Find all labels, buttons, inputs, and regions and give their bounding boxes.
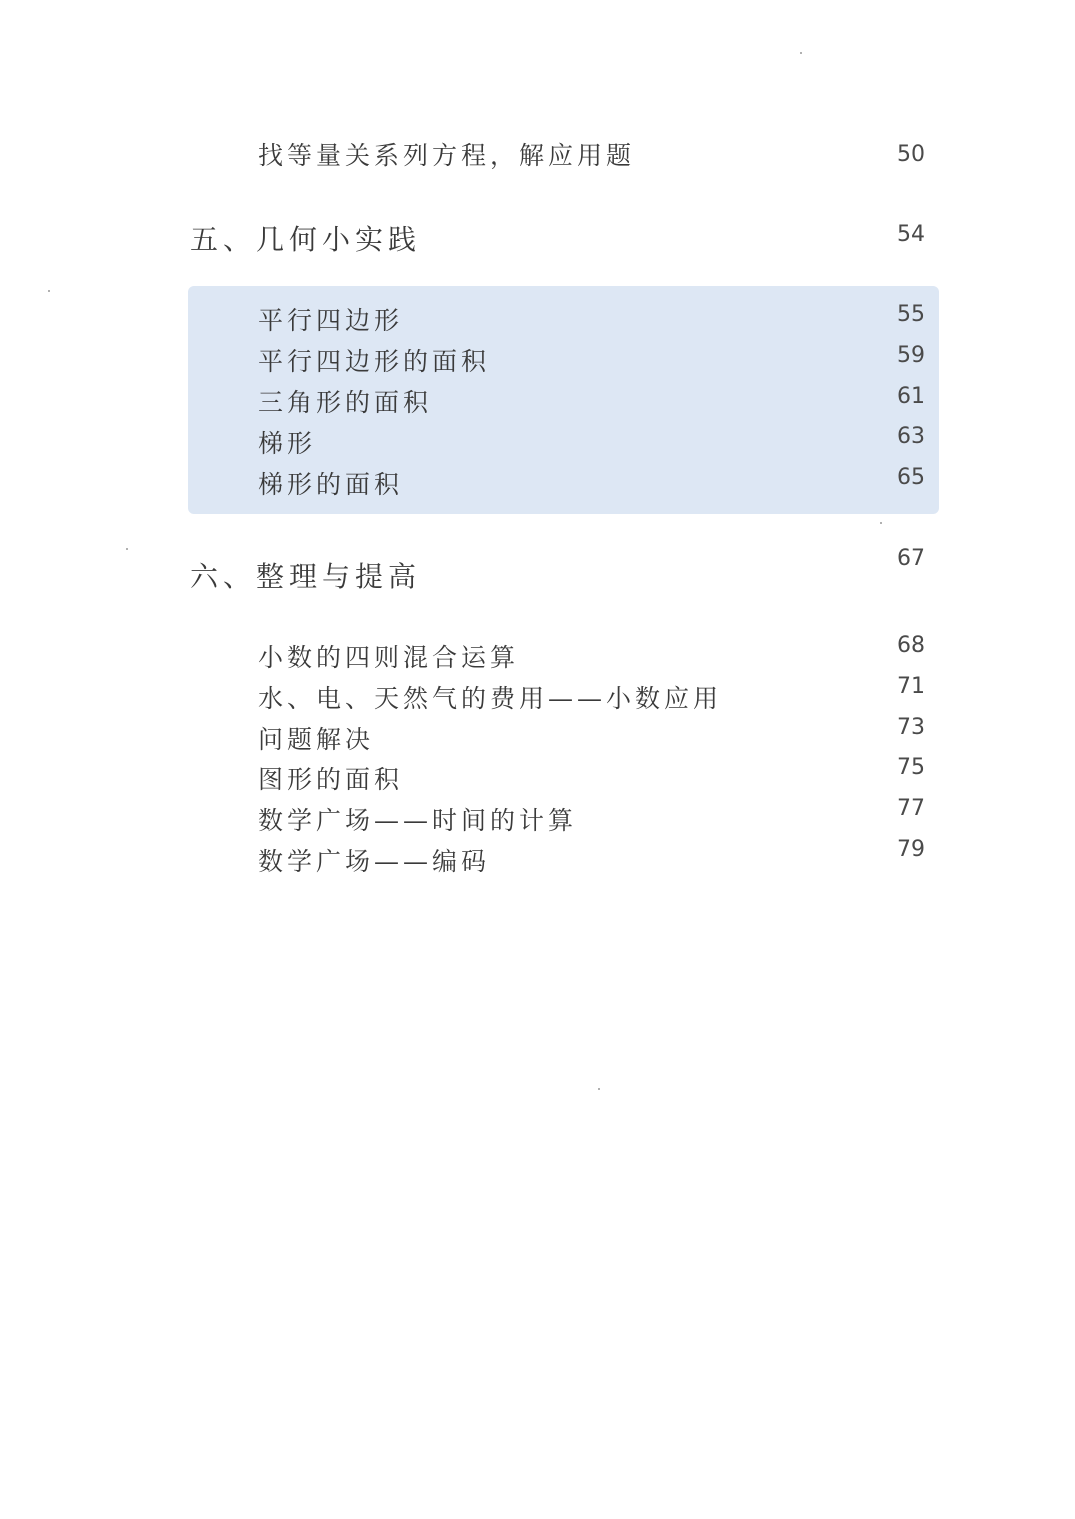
- toc-entry-title[interactable]: 数学广场——编码: [258, 847, 491, 876]
- scan-speck: [800, 52, 802, 54]
- toc-entry-page: 77: [897, 796, 925, 821]
- toc-entry-title[interactable]: 梯形的面积: [258, 470, 404, 499]
- toc-entry-page: 59: [897, 343, 925, 368]
- chapter-title[interactable]: 六、整理与提高: [190, 560, 422, 593]
- toc-entry-page: 55: [897, 302, 925, 327]
- toc-entry-page: 68: [897, 633, 925, 658]
- chapter-page: 67: [897, 546, 925, 571]
- toc-entry-page: 79: [897, 837, 925, 862]
- toc-entry-page: 65: [897, 465, 925, 490]
- toc-entry-page: 73: [897, 715, 925, 740]
- chapter-page: 54: [897, 222, 925, 247]
- toc-entry-title[interactable]: 平行四边形: [258, 306, 404, 335]
- toc-entry-page: 50: [897, 142, 925, 167]
- toc-entry-title[interactable]: 小数的四则混合运算: [258, 643, 520, 672]
- toc-entry-title[interactable]: 数学广场——时间的计算: [258, 806, 578, 835]
- toc-entry-title[interactable]: 找等量关系列方程，解应用题: [258, 141, 636, 170]
- scan-speck: [880, 522, 882, 524]
- toc-entry-page: 63: [897, 424, 925, 449]
- toc-entry-title[interactable]: 平行四边形的面积: [258, 347, 491, 376]
- toc-entry-title[interactable]: 图形的面积: [258, 765, 404, 794]
- scan-speck: [126, 548, 128, 550]
- chapter-title[interactable]: 五、几何小实践: [190, 223, 422, 256]
- toc-entry-title[interactable]: 水、电、天然气的费用——小数应用: [258, 684, 723, 713]
- toc-entry-title[interactable]: 问题解决: [258, 725, 375, 754]
- toc-entry-title[interactable]: 三角形的面积: [258, 388, 433, 417]
- toc-entry-page: 61: [897, 384, 925, 409]
- scan-speck: [598, 1088, 600, 1090]
- toc-entry-page: 71: [897, 674, 925, 699]
- scan-speck: [48, 290, 50, 292]
- toc-entry-page: 75: [897, 755, 925, 780]
- toc-entry-title[interactable]: 梯形: [258, 429, 317, 458]
